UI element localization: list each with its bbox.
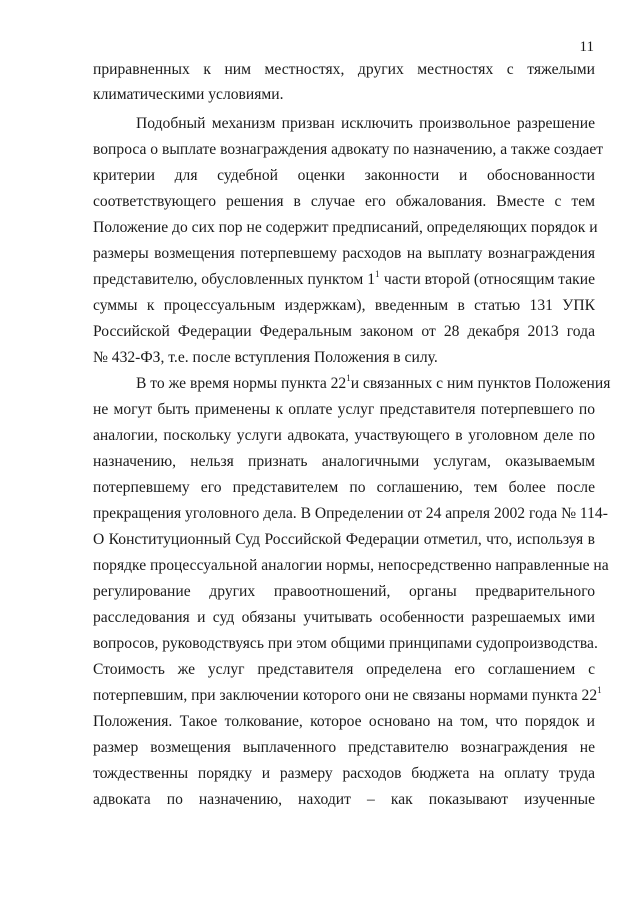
line-segment [93, 270, 380, 290]
page-number: 11 [579, 39, 594, 55]
line-text: потерпевшим, при заключении которого они не связаны нормами пункта 22 [93, 687, 598, 704]
line-text: В то же время нормы пункта 22 [136, 375, 347, 392]
line: вопросов, руководствуясь при этом общими принципами судопроизводства. [93, 635, 598, 652]
line: прекращения уголовного дела. В Определении от 24 апреля 2002 года № 114- [93, 505, 608, 522]
footnote-superscript: 1 [597, 684, 602, 695]
line: климатическими условиями. [93, 86, 284, 103]
line: Положения. Такое толкование, которое основано на том, что порядок и [93, 713, 595, 730]
line: Российской Федерации Федеральным законом от 28 декабря 2013 года [93, 323, 595, 340]
line: О Конституционный Суд Российской Федерации отметил, что, используя в [93, 531, 595, 548]
line: Положение до сих пор не содержит предписаний, определяющих порядок и [93, 219, 598, 236]
line: № 432-ФЗ, т.е. после вступления Положения в силу. [93, 349, 438, 366]
line: соответствующего решения в случае его обжалования. Вместе с тем [93, 193, 595, 210]
line: суммы к процессуальным издержкам), введенным в статью 131 УПК [93, 297, 595, 314]
line: тождественны порядку и размеру расходов бюджета на оплату труда [93, 765, 595, 782]
line-segment [136, 374, 351, 394]
line: аналогии, поскольку услуги адвоката, участвующего в уголовном деле по [93, 427, 595, 444]
line: Подобный механизм призван исключить произвольное разрешение [136, 115, 595, 132]
line: размеры возмещения потерпевшему расходов на выплату вознаграждения [93, 245, 595, 262]
line: критерии для судебной оценки законности и обоснованности [93, 167, 595, 184]
line-tail: и связанных с ним пунктов Положения [350, 375, 611, 392]
footnote-superscript: 1 [346, 372, 351, 383]
line [93, 686, 602, 706]
line [93, 270, 595, 290]
line: потерпевшему его представителем по соглашению, тем более после [93, 479, 595, 496]
line: назначению, нельзя признать аналогичными услугам, оказываемым [93, 453, 595, 470]
line: Стоимость же услуг представителя определена его соглашением с [93, 661, 595, 678]
line-text: представителю, обусловленных пунктом 1 [93, 271, 375, 288]
line: расследования и суд обязаны учитывать особенности разрешаемых ими [93, 609, 595, 626]
line [136, 372, 611, 394]
line: вопроса о выплате вознаграждения адвокату по назначению, а также создает [93, 141, 604, 158]
line-tail: части второй (относящим такие [383, 271, 595, 288]
line: приравненных к ним местностях, других местностях с тяжелыми [93, 61, 595, 78]
line: регулирование других правоотношений, органы предварительного [93, 583, 595, 600]
line: порядке процессуальной аналогии нормы, непосредственно направленные на [93, 557, 609, 574]
line: размер возмещения выплаченного представителю вознаграждения не [93, 739, 595, 756]
footnote-superscript: 1 [375, 268, 380, 279]
line: адвоката по назначению, находит – как показывают изученные [93, 791, 595, 808]
line: не могут быть применены к оплате услуг представителя потерпевшего по [93, 401, 595, 418]
